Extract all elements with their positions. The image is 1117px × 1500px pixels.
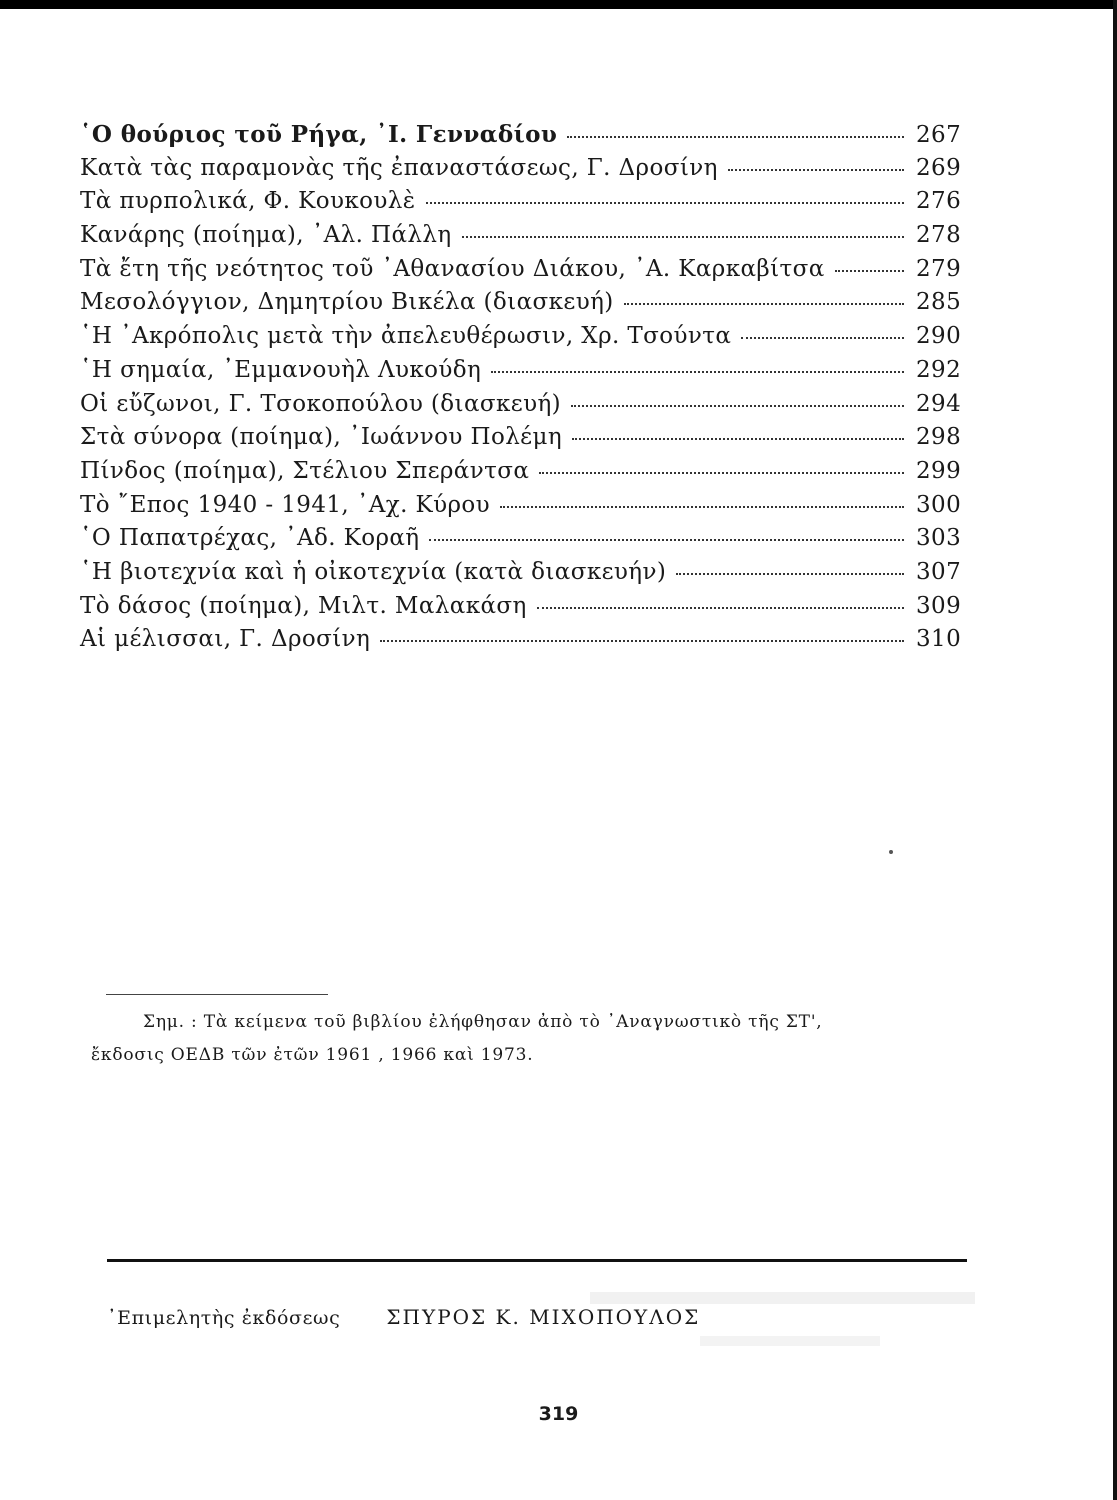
toc-entry-title: Τὸ δάσος (ποίημα), Μιλτ. Μαλακάση	[80, 592, 527, 619]
editor-role: ᾿Επιμελητὴς ἐκδόσεως	[107, 1307, 341, 1329]
toc-entry-page: 276	[916, 188, 962, 215]
toc-entry	[80, 256, 960, 290]
toc-leader-dots	[835, 270, 904, 272]
toc-entry-title: Πίνδος (ποίημα), Στέλιου Σπεράντσα	[80, 457, 530, 484]
toc-leader-dots	[429, 539, 904, 541]
toc-leader-dots	[537, 607, 904, 609]
toc-leader-dots	[380, 640, 904, 642]
toc-entry	[80, 391, 960, 425]
toc-entry	[80, 626, 960, 660]
toc-entry-title: Οἱ εὔζωνοι, Γ. Τσοκοπούλου (διασκευή)	[80, 390, 562, 417]
toc-entry-title: Τὸ ῎Επος 1940 - 1941, ᾿Αχ. Κύρου	[80, 491, 491, 518]
toc-entry-title: Κατὰ τὰς παραμονὰς τῆς ἐπαναστάσεως, Γ. Δροσίνη	[80, 154, 718, 181]
toc-entry	[80, 525, 960, 559]
toc-leader-dots	[500, 506, 904, 508]
toc-entry-page: 285	[916, 289, 962, 316]
top-border	[0, 0, 1117, 9]
toc-entry	[80, 559, 960, 593]
toc-leader-dots	[624, 303, 904, 305]
toc-leader-dots	[572, 438, 904, 440]
toc-entry	[80, 188, 960, 222]
toc-leader-dots	[539, 472, 904, 474]
toc-leader-dots	[462, 236, 904, 238]
editor-credit	[107, 1305, 967, 1329]
toc-entry-page: 310	[916, 626, 962, 653]
toc-entry-title: ῾Η ᾿Ακρόπολις μετὰ τὴν ἀπελευθέρωσιν, Χρ. Τσούντα	[80, 323, 732, 350]
toc-entry	[80, 289, 960, 323]
bleed-through-text	[590, 1292, 975, 1304]
toc-entry-page: 294	[916, 390, 962, 417]
toc-entry-page: 299	[916, 457, 962, 484]
toc-leader-dots	[567, 136, 904, 138]
toc-entry-page: 307	[916, 558, 962, 585]
toc-entry	[80, 424, 960, 458]
toc-entry-page: 279	[916, 255, 962, 282]
toc-leader-dots	[728, 169, 904, 171]
toc-entry-title: Στὰ σύνορα (ποίημα), ᾿Ιωάννου Πολέμη	[80, 424, 563, 451]
toc-entry-title: Κανάρης (ποίημα), ᾿Αλ. Πάλλη	[80, 222, 452, 249]
toc-entry	[80, 222, 960, 256]
toc-entry-page: 278	[916, 222, 962, 249]
toc-entry	[80, 155, 960, 189]
toc-entry-title: Τὰ πυρπολικά, Φ. Κουκουλὲ	[80, 188, 416, 215]
bleed-through-text	[700, 1336, 880, 1346]
toc-entry-title: Τὰ ἔτη τῆς νεότητος τοῦ ᾿Αθανασίου Διάκου, ᾿Α. Καρκαβίτσα	[80, 255, 825, 282]
toc-entry-title: Αἱ μέλισσαι, Γ. Δροσίνη	[80, 626, 371, 653]
toc-entry-title: ῾Η σημαία, ᾿Εμμανουὴλ Λυκούδη	[80, 356, 482, 383]
toc-entry	[80, 121, 960, 155]
toc-entry	[80, 593, 960, 627]
table-of-contents	[80, 121, 960, 660]
bottom-rule	[107, 1259, 967, 1262]
toc-entry-title: Μεσολόγγιον, Δημητρίου Βικέλα (διασκευή)	[80, 289, 614, 316]
footnote	[91, 1006, 961, 1072]
scan-speck	[889, 850, 893, 854]
toc-leader-dots	[741, 337, 904, 339]
toc-leader-dots	[676, 573, 904, 575]
page-number: 319	[538, 1403, 579, 1425]
footnote-line-1: Σημ. : Τὰ κείμενα τοῦ βιβλίου ἐλήφθησαν ἀπὸ τὸ ᾿Αναγνωστικὸ τῆς ΣΤ',	[143, 1012, 823, 1032]
toc-leader-dots	[426, 202, 904, 204]
toc-entry	[80, 323, 960, 357]
toc-entry-page: 267	[916, 122, 962, 148]
footnote-rule	[106, 994, 328, 995]
toc-entry-title: ῾Ο θούριος τοῦ Ρήγα, ᾿Ι. Γενναδίου	[80, 121, 558, 148]
toc-entry-page: 309	[916, 592, 962, 619]
toc-entry-page: 298	[916, 424, 962, 451]
toc-entry-title: ῾Ο Παπατρέχας, ᾿Αδ. Κοραῆ	[80, 525, 420, 552]
toc-entry-page: 303	[916, 525, 962, 552]
toc-entry-title: ῾Η βιοτεχνία καὶ ἡ οἰκοτεχνία (κατὰ διασκευήν)	[80, 558, 667, 585]
right-border	[1113, 0, 1117, 1500]
toc-entry-page: 300	[916, 491, 962, 518]
toc-leader-dots	[571, 405, 904, 407]
toc-entry	[80, 492, 960, 526]
toc-leader-dots	[491, 371, 904, 373]
toc-entry-page: 269	[916, 154, 962, 181]
toc-entry-page: 290	[916, 323, 962, 350]
toc-entry	[80, 357, 960, 391]
toc-entry-page: 292	[916, 356, 962, 383]
footnote-line-2: ἔκδοσις ΟΕΔΒ τῶν ἐτῶν 1961 , 1966 καὶ 1973.	[91, 1045, 534, 1065]
editor-name: ΣΠΥΡΟΣ Κ. ΜΙΧΟΠΟΥΛΟΣ	[386, 1305, 701, 1329]
toc-entry	[80, 458, 960, 492]
